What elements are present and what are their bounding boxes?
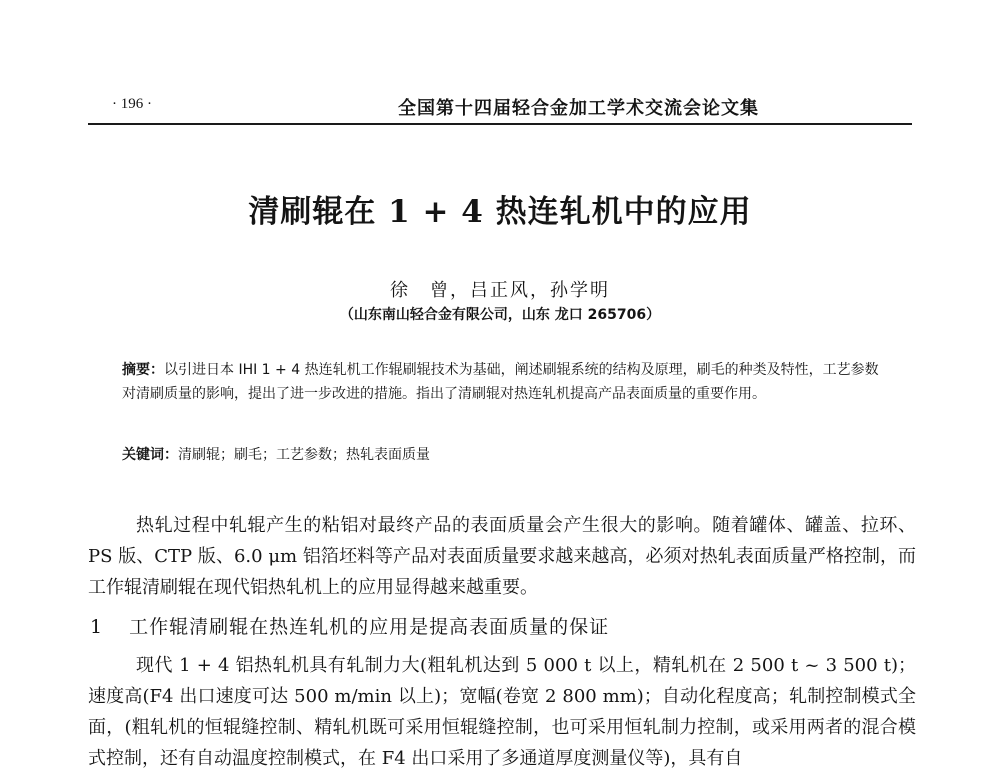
abstract-label: 摘要： bbox=[122, 362, 164, 378]
affiliation: （山东南山轻合金有限公司，山东 龙口 265706） bbox=[339, 307, 661, 323]
keywords-text: 清刷辊；刷毛；工艺参数；热轧表面质量 bbox=[178, 447, 430, 463]
authors: 徐 曾，吕正风，孙学明 bbox=[390, 280, 610, 301]
abstract-text: 以引进日本 IHI 1 + 4 热连轧机工作辊刷辊技术为基础，阐述刷辊系统的结构及原理，刷毛的种类及特性，工艺参数对清刷质量的影响，提出了进一步改进的措施。指出了清刷辊对热连轧机提高产品表面质量的重要作用。 bbox=[122, 362, 879, 402]
running-header bbox=[88, 92, 912, 122]
body-paragraph-1: 热轧过程中轧辊产生的粘铝对最终产品的表面质量会产生很大的影响。随着罐体、罐盖、拉环、PS 版、CTP 版、6.0 μm 铝箔坯料等产品对表面质量要求越来越高，必须对热轧表面质量严格控制，而工作辊清刷辊在现代铝热轧机上的应用显得越来越重要。 bbox=[88, 515, 916, 598]
paper-title: 清刷辊在 1 + 4 热连轧机中的应用 bbox=[248, 194, 752, 230]
keywords-label: 关键词： bbox=[122, 447, 178, 463]
section-number: 1 bbox=[90, 616, 104, 638]
page-number: · 196 · bbox=[112, 96, 152, 112]
section-title: 工作辊清刷辊在热连轧机的应用是提高表面质量的保证 bbox=[129, 616, 610, 638]
keywords bbox=[122, 444, 892, 464]
header-rule bbox=[88, 123, 912, 125]
abstract bbox=[122, 358, 892, 406]
section-heading bbox=[90, 612, 609, 639]
journal-title: 全国第十四届轻合金加工学术交流会论文集 bbox=[398, 98, 759, 119]
body-paragraph-2: 现代 1 + 4 铝热轧机具有轧制力大(粗轧机达到 5 000 t 以上，精轧机在 2 500 t ~ 3 500 t)；速度高(F4 出口速度可达 500 m/min 以上)；宽幅(卷宽 2 800 mm)；自动化程度高；轧制控制模式全面，(粗轧机的恒辊缝控制、精轧机既可采用恒辊缝控制，也可采用恒轧制力控制，或采用两者的混合模式控制，还有自动温度控制模式，在 F4 出口采用了多通道厚度测量仪等)，具有自 bbox=[88, 655, 916, 769]
